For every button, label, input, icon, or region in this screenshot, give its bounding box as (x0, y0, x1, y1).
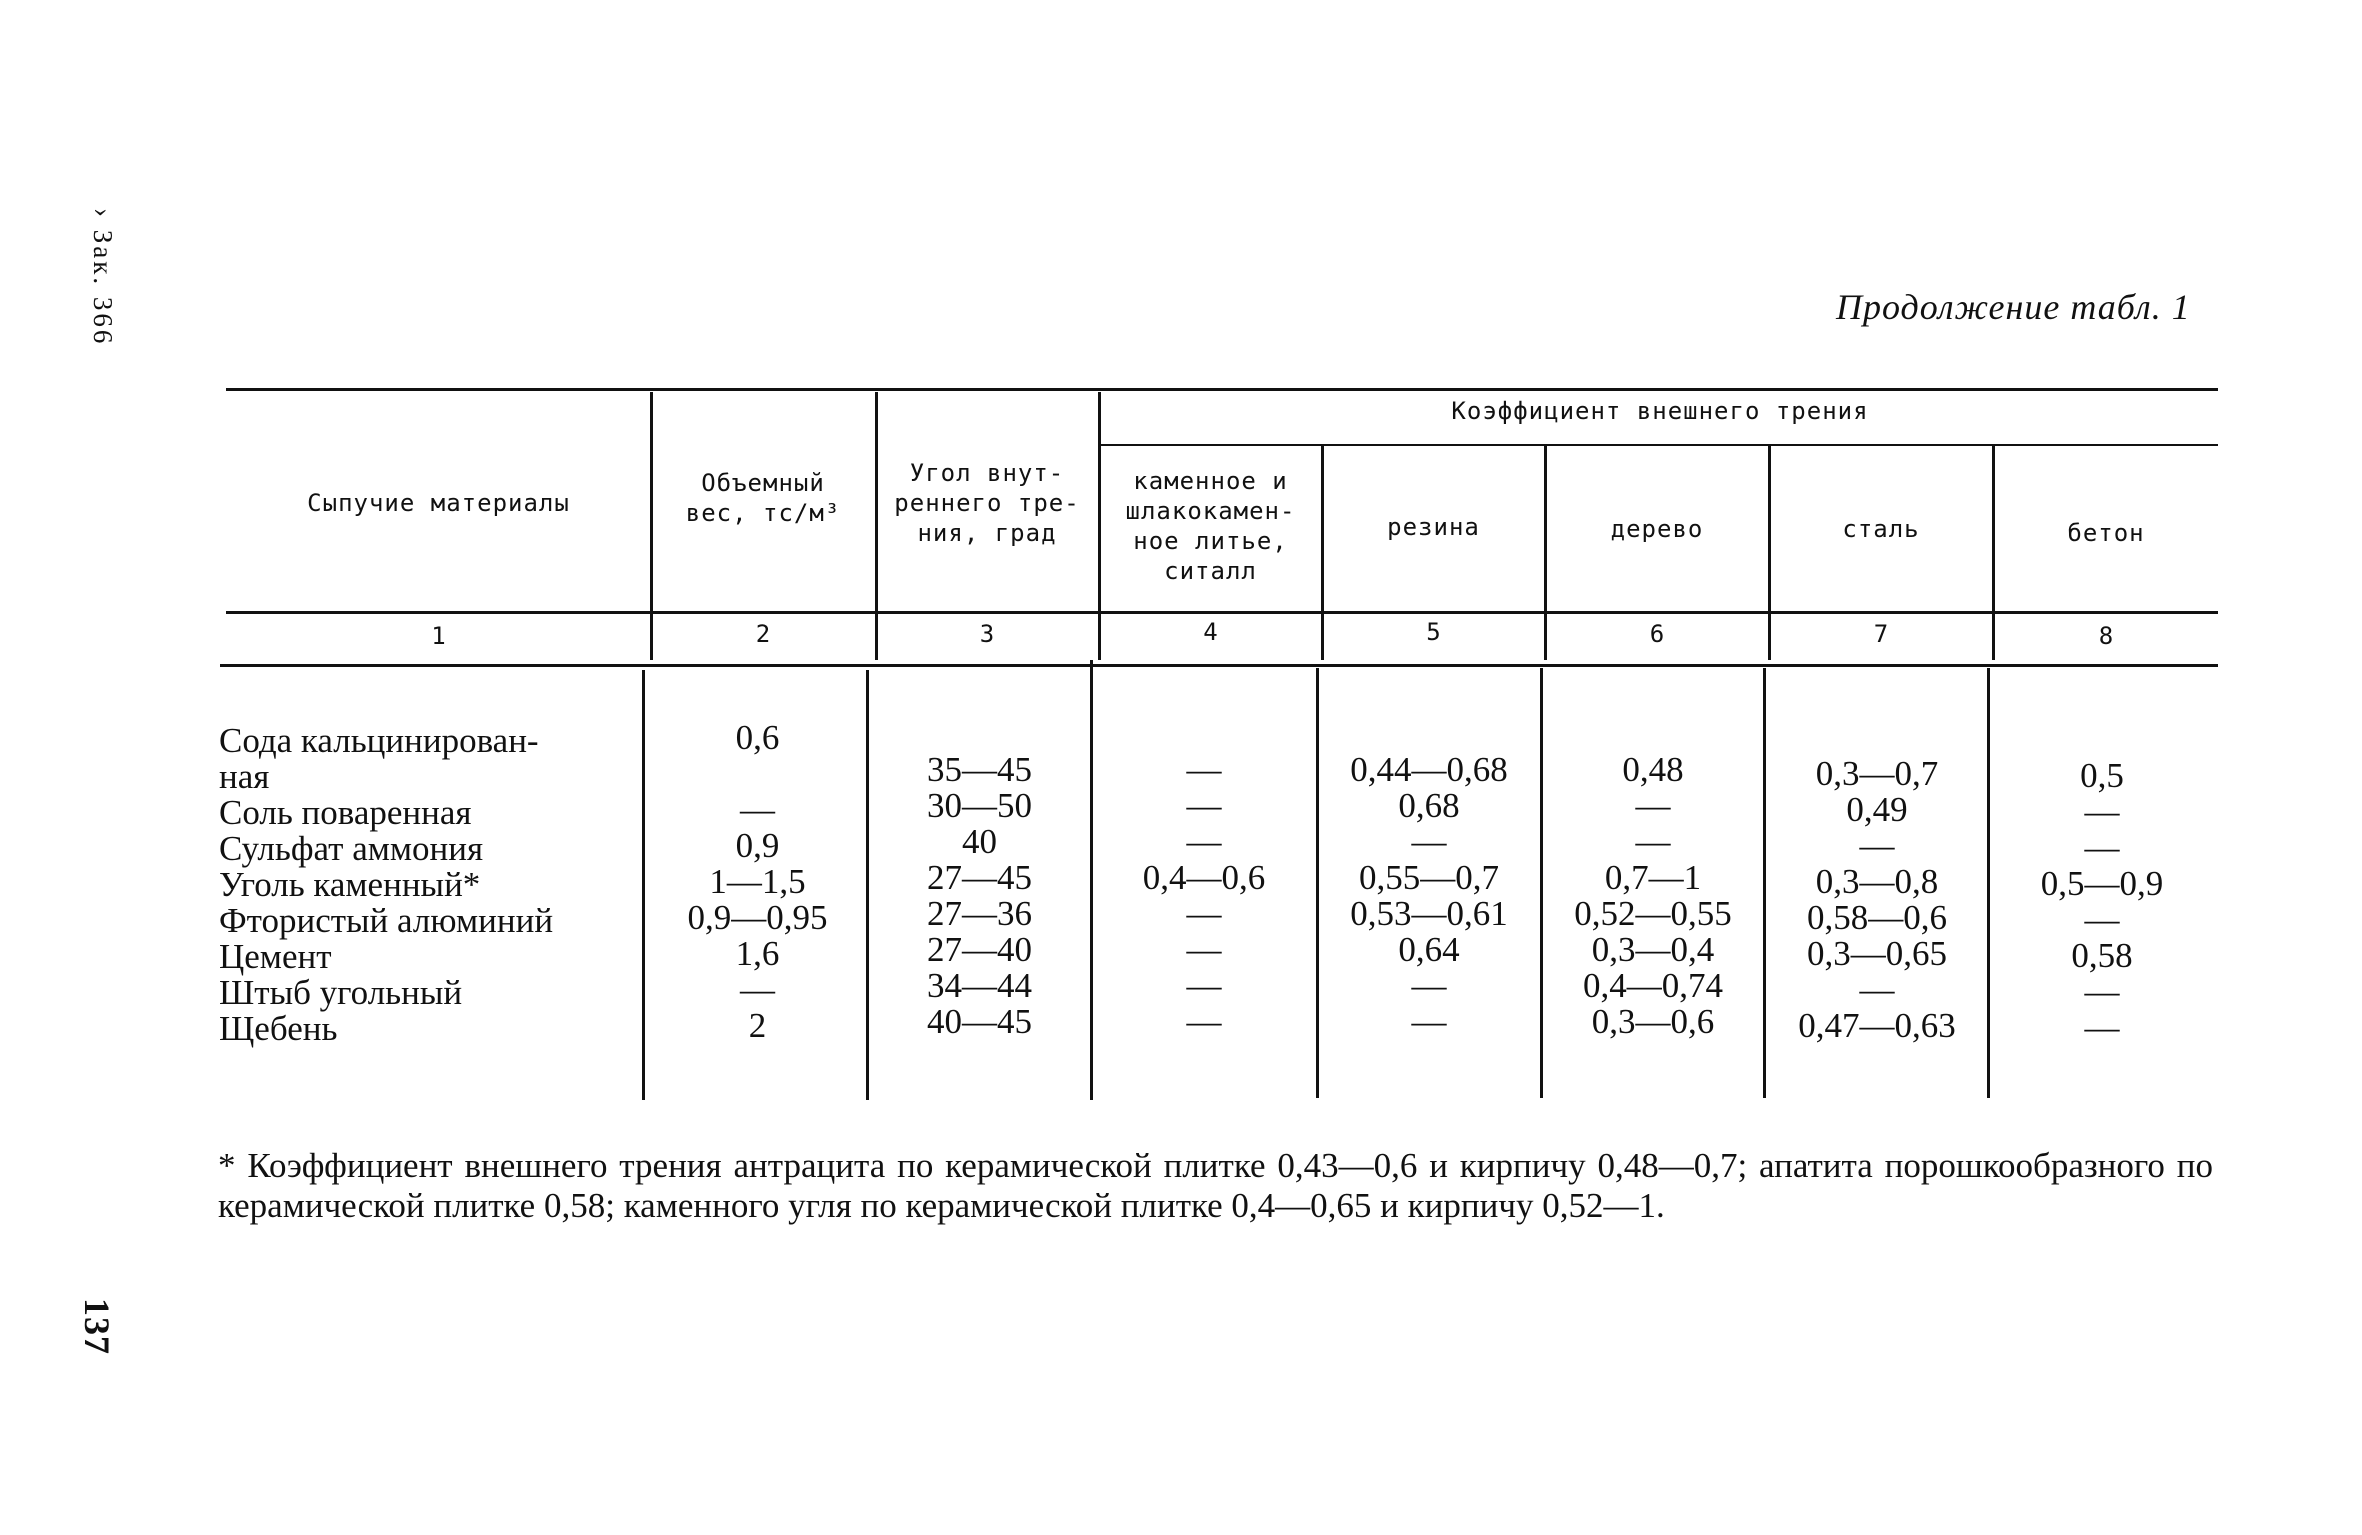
footnote: * Коэффициент внешнего трения антрацита по керамической плитке 0,43—0,6 и кирпичу 0,48—0,7; апатита порошкообразного по керамической плитке 0,58; каменного угля по керамической плитке 0,4—0,65 и кирпичу 0,52—1. (218, 1146, 2213, 1225)
column-number-2: 2 (755, 620, 771, 648)
rubber-value: 0,68 (1398, 786, 1460, 825)
steel-value: 0,58—0,6 (1807, 898, 1947, 937)
stone-casting-value: — (1186, 894, 1222, 933)
bulk-weight-value: 0,9—0,95 (687, 898, 828, 937)
material-name: Сульфат аммония (219, 829, 484, 868)
wood-value: 0,4—0,74 (1583, 966, 1723, 1005)
wood-value: 0,3—0,6 (1591, 1002, 1715, 1041)
bulk-weight-value: 0,6 (735, 718, 780, 757)
col-divider-4 (1321, 444, 1324, 660)
col-divider-1-body (642, 670, 645, 1100)
material-name: Сода кальцинирован- (219, 721, 539, 760)
rubber-value: — (1411, 966, 1447, 1005)
friction-angle-value: 34—44 (927, 966, 1032, 1005)
stone-casting-value: 0,4—0,6 (1142, 858, 1266, 897)
rubber-value: 0,44—0,68 (1350, 750, 1508, 789)
column-number-4: 4 (1203, 618, 1218, 646)
steel-value: — (1859, 826, 1895, 865)
header-friction-angle-line1: Угол внут- (909, 459, 1065, 487)
friction-angle-value: 30—50 (927, 786, 1032, 825)
stone-casting-value: — (1186, 750, 1222, 789)
steel-value: 0,3—0,8 (1815, 862, 1939, 901)
stone-casting-value (1095, 716, 1313, 752)
friction-group-rule (1100, 444, 2218, 446)
concrete-value: 0,5 (2080, 756, 2124, 795)
page-number: 137 (77, 1298, 117, 1355)
friction-angle-value: 27—45 (927, 858, 1032, 897)
concrete-value: — (2084, 828, 2120, 867)
rubber-value (1320, 716, 1538, 752)
material-name: Соль поваренная (219, 793, 472, 832)
table-top-rule (226, 388, 2218, 391)
stone-casting-value: — (1186, 1002, 1222, 1041)
friction-angle-column (872, 716, 1087, 1040)
column-number-1: 1 (431, 622, 446, 650)
concrete-value: — (2084, 1008, 2120, 1047)
steel-value: 0,3—0,65 (1807, 934, 1947, 973)
wood-value: — (1635, 822, 1671, 861)
wood-value (1545, 716, 1761, 752)
bulk-weight-value: 1,6 (735, 934, 780, 973)
wood-value: 0,3—0,4 (1591, 930, 1715, 969)
concrete-value: 0,58 (2071, 936, 2133, 975)
header-bottom-rule (226, 611, 2218, 614)
wood-column (1545, 716, 1761, 1040)
rubber-column (1320, 716, 1538, 1040)
bulk-weight-value (650, 756, 865, 792)
col-divider-7 (1992, 444, 1995, 660)
header-external-friction: Коэффициент внешнего трения (1451, 397, 1869, 425)
header-stone-casting (1103, 466, 1318, 586)
rubber-value: — (1411, 1002, 1447, 1041)
col-divider-6 (1768, 444, 1771, 660)
bulk-weight-value: 1—1,5 (709, 862, 806, 901)
steel-value (1768, 720, 1986, 756)
header-materials: Сыпучие материалы (307, 489, 570, 517)
rubber-value: 0,64 (1398, 930, 1460, 969)
column-number-8: 8 (2098, 622, 2114, 650)
header-steel: сталь (1842, 515, 1920, 543)
wood-value: 0,7—1 (1604, 858, 1702, 897)
concrete-value (1992, 722, 2212, 758)
col-divider-3-body (1090, 660, 1093, 1100)
header-friction-angle-line3: ния, град (917, 519, 1057, 547)
material-name: Уголь каменный* (219, 865, 481, 904)
stone-casting-value: — (1186, 966, 1222, 1005)
column-number-6: 6 (1649, 620, 1665, 648)
column-number-3: 3 (979, 620, 995, 648)
header-concrete: бетон (2067, 519, 2145, 547)
header-bulk-weight-line1: Объемный (701, 469, 825, 497)
friction-angle-value: 27—40 (927, 930, 1032, 969)
col-divider-7-body (1987, 668, 1990, 1098)
friction-angle-value: 27—36 (927, 894, 1032, 933)
stone-casting-value: — (1186, 930, 1222, 969)
bulk-weight-value: 0,9 (735, 826, 780, 865)
steel-value: 0,3—0,7 (1815, 754, 1939, 793)
material-name: Фтористый алюминий (219, 901, 554, 940)
column-number-5: 5 (1426, 618, 1441, 646)
rubber-value: 0,53—0,61 (1350, 894, 1508, 933)
header-friction-angle (880, 458, 1094, 548)
material-name: ная (219, 757, 270, 796)
header-rubber: резина (1387, 513, 1480, 541)
rubber-value: 0,55—0,7 (1359, 858, 1499, 897)
bulk-weight-value: 2 (748, 1006, 767, 1045)
concrete-value: — (2084, 792, 2120, 831)
col-divider-6-body (1763, 668, 1766, 1098)
bulk-weight-value: — (740, 970, 775, 1009)
stone-casting-column (1095, 716, 1313, 1040)
wood-value: — (1635, 786, 1671, 825)
col-divider-5-body (1540, 668, 1543, 1098)
bulk-weight-value: — (740, 790, 775, 829)
col-divider-2-body (866, 670, 869, 1100)
wood-value: 0,52—0,55 (1574, 894, 1732, 933)
stone-casting-value: — (1186, 822, 1222, 861)
materials-column (219, 723, 639, 1047)
header-stone-line2: шлакокамен- (1125, 497, 1296, 525)
header-bulk-weight-line2: вес, тс/м³ (685, 499, 841, 527)
header-bulk-weight (656, 468, 870, 528)
header-friction-angle-line2: реннего тре- (894, 489, 1080, 517)
order-number-mark: › Зак. 366 (88, 208, 118, 347)
material-name: Цемент (219, 937, 332, 976)
friction-angle-value: 40 (962, 822, 997, 861)
material-name: Щебень (219, 1009, 338, 1048)
bulk-weight-column (650, 720, 865, 1044)
column-number-7: 7 (1873, 620, 1889, 648)
steel-value: 0,47—0,63 (1798, 1006, 1956, 1045)
rubber-value: — (1411, 822, 1447, 861)
steel-value: 0,49 (1846, 790, 1908, 829)
wood-value: 0,48 (1622, 750, 1684, 789)
concrete-value: 0,5—0,9 (2040, 864, 2164, 903)
col-divider-5 (1544, 444, 1547, 660)
header-stone-line1: каменное и (1133, 467, 1288, 495)
col-divider-4-body (1316, 668, 1319, 1098)
material-name: Штыб угольный (219, 973, 463, 1012)
numbers-bottom-rule (220, 664, 2218, 667)
header-wood: дерево (1610, 515, 1704, 543)
steel-value: — (1859, 970, 1895, 1009)
header-stone-line3: ное литье, (1133, 527, 1288, 555)
table-continuation-title: Продолжение табл. 1 (1836, 287, 2191, 327)
col-divider-2 (875, 392, 878, 660)
concrete-column (1992, 722, 2212, 1046)
steel-column (1768, 720, 1986, 1044)
concrete-value: — (2084, 972, 2120, 1011)
friction-angle-value (872, 716, 1087, 752)
col-divider-1 (650, 392, 653, 660)
col-divider-3 (1098, 392, 1101, 660)
header-stone-line4: ситалл (1164, 557, 1257, 585)
stone-casting-value: — (1186, 786, 1222, 825)
concrete-value: — (2084, 900, 2120, 939)
friction-angle-value: 35—45 (927, 750, 1032, 789)
friction-angle-value: 40—45 (927, 1002, 1032, 1041)
